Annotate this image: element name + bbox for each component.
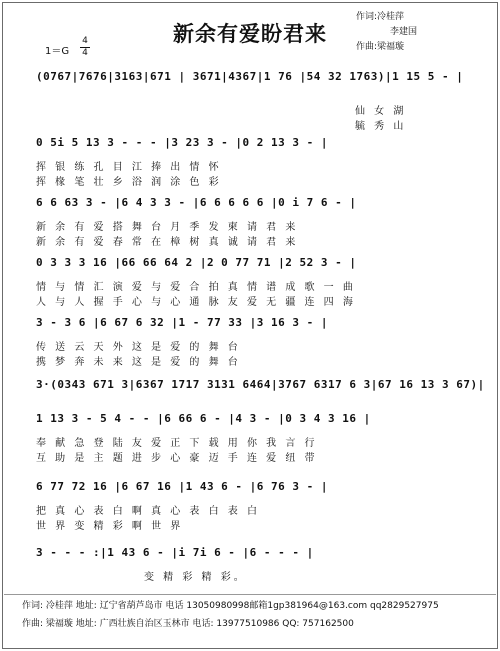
notation-line: 0 3 3 3 16 |66 66 64 2 |2 0 77 71 |2 52 3 - | [36,256,357,269]
lyricist-2: 李建国 [390,27,418,37]
lyricist-2-line [356,25,417,40]
system-5 [36,316,476,366]
system-3 [36,196,476,246]
composer-name: 梁福璇 [377,42,405,52]
lyric-verse-2: 携 梦 奔 未 来 这 是 爱 的 舞 台 [36,357,241,368]
footer-divider [4,594,496,595]
notation-line: 6 77 72 16 |6 67 16 |1 43 6 - |6 76 3 - | [36,480,329,493]
time-signature [80,37,90,58]
lyric-verse-1: 新 余 有 爱 搭 舞 台 月 季 发 柬 请 君 来 [36,222,299,233]
system-9 [36,546,476,586]
lyricist-line [356,10,417,25]
notation-line: 3 - - - :|1 43 6 - |i 7i 6 - |6 - - - | [36,546,314,559]
song-title: 新余有爱盼君来 [173,22,327,46]
lyric-verse-1: 变 精 彩 精 彩。 [144,572,247,583]
lyric-verse-1: 把 真 心 表 白 啊 真 心 表 白 表 白 [36,506,260,517]
notation-line: 3 - 3 6 |6 67 6 32 |1 - 77 33 |3 16 3 - | [36,316,329,329]
notation-line: (0767|7676|3163|671 | 3671|4367|1 76 |54 32 1763)|1 15 5 - | [36,70,464,83]
lyric-verse-2: 世 界 变 精 彩 啊 世 界 [36,521,184,532]
lyric-verse-1: 情 与 情 汇 演 爱 与 爱 合 拍 真 情 谱 成 歌 一 曲 [36,282,356,293]
footer-line-2: 作曲: 梁福璇 地址: 广西壮族自治区玉林市 电话: 13977510986 QQ: 757162500 [22,619,354,629]
footer-line-1: 作词: 冷桂萍 地址: 辽宁省葫芦岛市 电话 13050980998邮箱1gp381964@163.com qq2829527975 [22,601,439,611]
lyric-verse-2: 互 助 是 主 题 进 步 心 豪 迈 手 连 爱 纽 带 [36,453,318,464]
system-7 [36,412,476,462]
composer-label: 作曲: [356,42,378,52]
lyric-verse-1: 奉 献 急 登 陆 友 爱 正 下 载 用 你 我 言 行 [36,438,318,449]
key-signature: 1＝G [45,46,70,57]
lyric-verse-2: 人 与 人 握 手 心 与 心 通 脉 友 爱 无 疆 连 四 海 [36,297,356,308]
credits-block [356,10,417,55]
meter-top: 4 [82,36,88,46]
lyricist-1: 冷桂萍 [377,12,405,22]
lyric-verse-1: 仙 女 湖 [355,106,407,117]
lyric-verse-1: 挥 银 练 孔 目 江 捧 出 情 怀 [36,162,222,173]
composer-line [356,40,417,55]
lyric-verse-2: 挥 椽 笔 壮 乡 浴 润 涂 色 彩 [36,177,222,188]
system-8 [36,480,476,530]
lyric-verse-2: 新 余 有 爱 春 常 在 樟 树 真 诚 请 君 来 [36,237,299,248]
lyric-verse-1: 传 送 云 天 外 这 是 爱 的 舞 台 [36,342,241,353]
notation-line: 6 6 63 3 - |6 4 3 3 - |6 6 6 6 6 |0 i 7 6 - | [36,196,357,209]
notation-line: 1 13 3 - 5 4 - - |6 66 6 - |4 3 - |0 3 4 3 16 | [36,412,371,425]
lyric-verse-2: 毓 秀 山 [355,121,407,132]
meter-bottom: 4 [82,48,88,58]
lyricist-label: 作词: [356,12,378,22]
notation-line: 3·(0343 671 3|6367 1717 3131 6464|3767 6317 6 3|67 16 13 3 67)| [36,378,485,391]
notation-line: 0 5i 5 13 3 - - - |3 23 3 - |0 2 13 3 - | [36,136,329,149]
system-4 [36,256,476,306]
system-6 [36,378,485,398]
system-1-lyrics [355,80,475,132]
system-2 [36,136,476,186]
